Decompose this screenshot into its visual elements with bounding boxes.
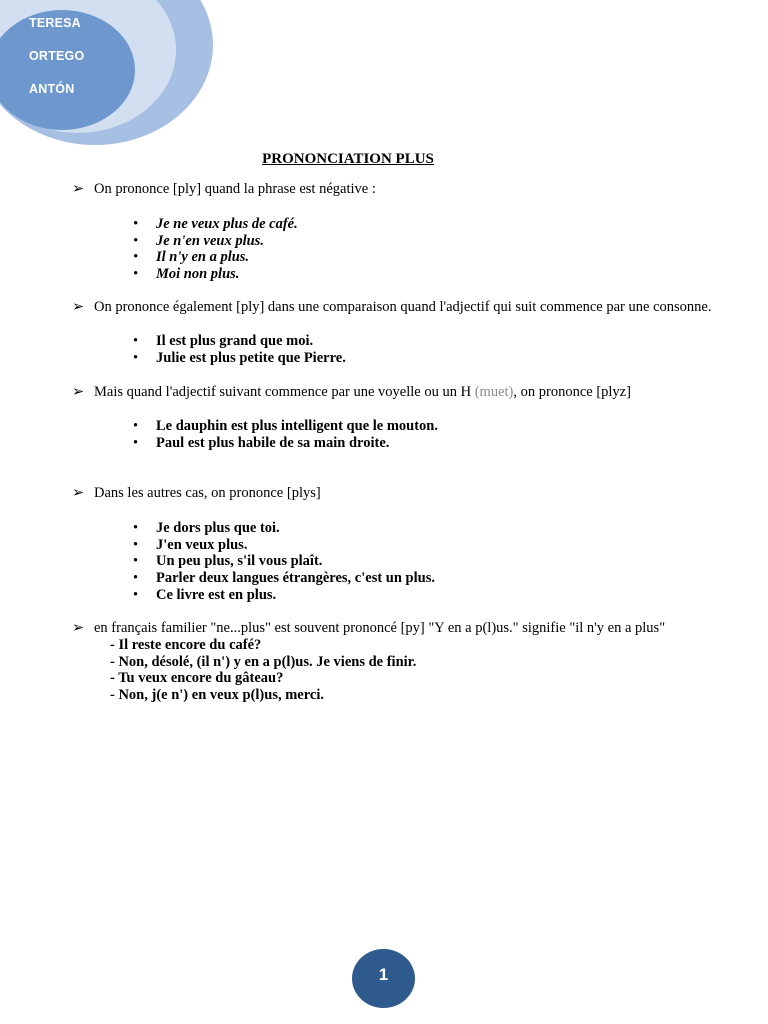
example-item: • Moi non plus. (133, 266, 298, 283)
example-item: • Il est plus grand que moi. (133, 333, 346, 350)
section-intro (72, 485, 321, 502)
arrow-bullet-icon: ➢ (72, 485, 85, 501)
section-intro (72, 384, 631, 401)
example-list (133, 418, 438, 451)
author-last-name: ANTÓN (29, 82, 75, 96)
example-item: • Je n'en veux plus. (133, 233, 298, 250)
dialogue-line: - Non, désolé, (il n') y en a p(l)us. Je viens de finir. (110, 653, 417, 670)
section-intro (72, 299, 711, 316)
dialogue-list (110, 637, 416, 704)
example-item: • Ce livre est en plus. (133, 587, 435, 604)
intro-text: en français familier "ne...plus" est souvent prononcé [py] "Y en a p(l)us." signifie "il n'y en a plus" (94, 620, 666, 636)
example-list (133, 333, 346, 366)
example-item: • Il n'y en a plus. (133, 249, 298, 266)
section-intro (72, 620, 665, 637)
example-item: • Le dauphin est plus intelligent que le mouton. (133, 418, 438, 435)
arrow-bullet-icon: ➢ (72, 384, 85, 400)
example-item: • Julie est plus petite que Pierre. (133, 350, 346, 367)
intro-text: Mais quand l'adjectif suivant commence par une voyelle ou un H (94, 384, 475, 400)
example-list (133, 520, 435, 603)
intro-text: On prononce [ply] quand la phrase est négative : (94, 181, 376, 197)
dialogue-line: - Tu veux encore du gâteau? (110, 670, 284, 687)
example-item: • Parler deux langues étrangères, c'est un plus. (133, 570, 435, 587)
page-title: PRONONCIATION PLUS (262, 151, 434, 167)
arrow-bullet-icon: ➢ (72, 181, 85, 197)
section-intro (72, 181, 376, 198)
example-item: • Un peu plus, s'il vous plaît. (133, 553, 435, 570)
arrow-bullet-icon: ➢ (72, 620, 85, 636)
dialogue-line: - Il reste encore du café? (110, 637, 262, 653)
example-item: • Je dors plus que toi. (133, 520, 435, 537)
example-item: • Je ne veux plus de café. (133, 216, 298, 233)
arrow-bullet-icon: ➢ (72, 299, 85, 315)
intro-text-end: , on prononce [plyz] (513, 384, 631, 400)
muted-note: (muet) (474, 384, 514, 400)
author-first-name: TERESA (29, 16, 81, 30)
dialogue-line: - Non, j(e n') en veux p(l)us, merci. (110, 687, 324, 704)
example-item: • J'en veux plus. (133, 537, 435, 554)
author-middle-name: ORTEGO (29, 49, 85, 63)
intro-text: On prononce également [ply] dans une comparaison quand l'adjectif qui suit commence par une consonne. (94, 299, 712, 315)
example-list (133, 216, 298, 283)
page-number-badge: 1 (352, 949, 415, 1008)
intro-text: Dans les autres cas, on prononce [plys] (94, 485, 321, 501)
example-item: • Paul est plus habile de sa main droite. (133, 435, 438, 452)
